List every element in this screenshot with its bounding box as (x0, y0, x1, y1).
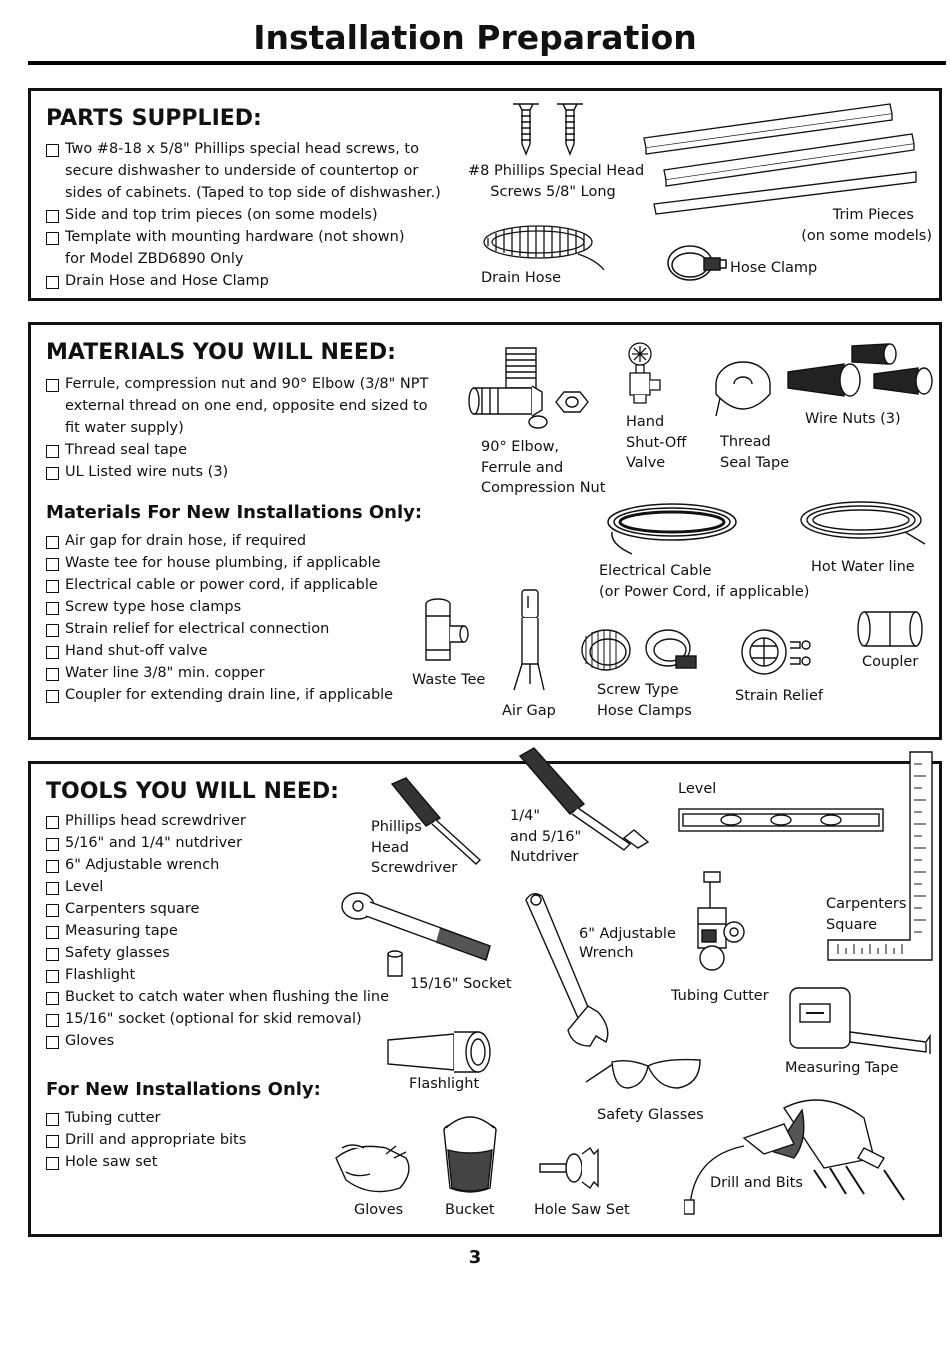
seal-tape-icon (712, 358, 774, 420)
drain-hose-icon (478, 218, 608, 274)
checkbox-icon (46, 210, 59, 223)
screws-icon (505, 100, 595, 160)
flashlight-caption: Flashlight (409, 1076, 480, 1092)
parts-heading: PARTS SUPPLIED: (46, 106, 262, 131)
list-item: Safety glasses (46, 942, 416, 964)
list-item: Side and top trim pieces (on some models) (46, 204, 456, 226)
checkbox-icon (46, 276, 59, 289)
list-item: Gloves (46, 1030, 416, 1052)
hot-water-line-icon (795, 496, 935, 556)
wire-nuts-caption: Wire Nuts (3) (805, 411, 901, 427)
list-item: Two #8-18 x 5/8" Phillips special head screws, to secure dishwasher to underside of countertop or sides of cabinets. (Taped to top side of dishwasher.) (46, 138, 456, 204)
checkbox-icon (46, 992, 59, 1005)
list-item: Water line 3/8" min. copper (46, 662, 426, 684)
page-title: Installation Preparation (253, 18, 697, 57)
tubing-cutter-icon (690, 868, 750, 978)
electrical-cable-icon (602, 498, 752, 560)
tools-new-list (46, 1107, 346, 1173)
list-item: Air gap for drain hose, if required (46, 530, 426, 552)
page-number: 3 (468, 1247, 482, 1268)
trim-pieces-icon (640, 100, 930, 220)
list-item: Carpenters square (46, 898, 416, 920)
hose-clamp-caption: Hose Clamp (730, 260, 818, 276)
checkbox-icon (46, 1157, 59, 1170)
checkbox-icon (46, 624, 59, 637)
wire-nuts-icon (784, 340, 934, 406)
gloves-icon (332, 1138, 416, 1198)
hot-water-line-caption: Hot Water line (811, 559, 915, 575)
checkbox-icon (46, 1036, 59, 1049)
strain-relief-icon (738, 622, 818, 686)
checkbox-icon (46, 580, 59, 593)
checkbox-icon (46, 816, 59, 829)
coupler-caption: Coupler (862, 654, 919, 670)
checkbox-icon (46, 838, 59, 851)
measuring-tape-caption: Measuring Tape (785, 1060, 899, 1076)
list-item: Phillips head screwdriver (46, 810, 416, 832)
air-gap-icon (508, 588, 548, 694)
materials-list (46, 373, 438, 483)
checkbox-icon (46, 926, 59, 939)
list-item: 15/16" socket (optional for skid removal) (46, 1008, 416, 1030)
title-rule (28, 61, 946, 65)
drill-caption: Drill and Bits (710, 1175, 803, 1191)
list-item: Drill and appropriate bits (46, 1129, 346, 1151)
checkbox-icon (46, 646, 59, 659)
parts-list (46, 138, 456, 292)
checkbox-icon (46, 882, 59, 895)
list-item: Drain Hose and Hose Clamp (46, 270, 456, 292)
list-item: Measuring tape (46, 920, 416, 942)
hose-clamp-icon (664, 238, 728, 288)
adjustable-wrench-icon (520, 888, 616, 1048)
checkbox-icon (46, 860, 59, 873)
list-item: Waste tee for house plumbing, if applicable (46, 552, 426, 574)
checkbox-icon (46, 904, 59, 917)
list-item: Flashlight (46, 964, 416, 986)
electrical-cable-caption: Electrical Cable (or Power Cord, if applicable) (599, 563, 810, 600)
elbow-fitting-icon (468, 342, 618, 432)
shut-off-valve-icon (620, 340, 664, 406)
list-item: Tubing cutter (46, 1107, 346, 1129)
socket-wrench-icon (340, 884, 512, 980)
checkbox-icon (46, 602, 59, 615)
flashlight-icon (384, 1030, 496, 1074)
checkbox-icon (46, 1113, 59, 1126)
checkbox-icon (46, 445, 59, 458)
checkbox-icon (46, 948, 59, 961)
list-item: 5/16" and 1/4" nutdriver (46, 832, 416, 854)
tubing-cutter-caption: Tubing Cutter (671, 988, 769, 1004)
list-item: Template with mounting hardware (not shown) for Model ZBD6890 Only (46, 226, 405, 270)
nutdriver-caption: 1/4" and 5/16" Nutdriver (510, 808, 582, 865)
tape-caption: Thread Seal Tape (720, 434, 790, 471)
checkbox-icon (46, 558, 59, 571)
list-item: Electrical cable or power cord, if applicable (46, 574, 426, 596)
screwdriver-caption: Phillips Head Screwdriver (371, 819, 458, 876)
list-item: UL Listed wire nuts (3) (46, 461, 438, 483)
trim-caption: Trim Pieces (on some models) (801, 207, 932, 244)
list-item: Hole saw set (46, 1151, 346, 1173)
list-item: Level (46, 876, 416, 898)
safety-glasses-caption: Safety Glasses (597, 1107, 704, 1123)
wrench-caption: 6" Adjustable Wrench (579, 926, 676, 961)
square-caption: Carpenters Square (826, 896, 907, 933)
materials-new-heading: Materials For New Installations Only: (46, 502, 423, 523)
screw-clamps-icon (578, 622, 704, 678)
checkbox-icon (46, 970, 59, 983)
list-item: Screw type hose clamps (46, 596, 426, 618)
bucket-caption: Bucket (445, 1202, 495, 1218)
level-caption: Level (678, 781, 717, 797)
checkbox-icon (46, 232, 59, 245)
checkbox-icon (46, 536, 59, 549)
checkbox-icon (46, 379, 59, 392)
socket-caption: 15/16" Socket (410, 976, 512, 992)
drain-hose-caption: Drain Hose (481, 270, 562, 286)
list-item: Bucket to catch water when flushing the line (46, 986, 416, 1008)
list-item: Coupler for extending drain line, if applicable (46, 684, 426, 706)
checkbox-icon (46, 467, 59, 480)
list-item: Hand shut-off valve (46, 640, 426, 662)
checkbox-icon (46, 690, 59, 703)
tools-heading: TOOLS YOU WILL NEED: (46, 779, 339, 804)
drill-icon (684, 1088, 914, 1218)
checkbox-icon (46, 668, 59, 681)
list-item: Thread seal tape (46, 439, 438, 461)
elbow-caption: 90° Elbow, Ferrule and Compression Nut (481, 439, 606, 496)
waste-tee-caption: Waste Tee (412, 672, 486, 688)
coupler-icon (856, 608, 924, 650)
waste-tee-icon (418, 596, 472, 668)
checkbox-icon (46, 1014, 59, 1027)
list-item: 6" Adjustable wrench (46, 854, 416, 876)
checkbox-icon (46, 1135, 59, 1148)
air-gap-caption: Air Gap (502, 703, 556, 719)
list-item: Strain relief for electrical connection (46, 618, 426, 640)
list-item: Ferrule, compression nut and 90° Elbow (3/8" NPT external thread on one end, opposite end sized to fit water supply) (46, 373, 438, 439)
materials-new-list (46, 530, 426, 706)
screws-caption: #8 Phillips Special Head Screws 5/8" Long (468, 163, 645, 200)
measuring-tape-icon (786, 984, 932, 1060)
hole-saw-caption: Hole Saw Set (534, 1202, 630, 1218)
gloves-caption: Gloves (354, 1202, 404, 1218)
hole-saw-icon (538, 1144, 602, 1192)
valve-caption: Hand Shut-Off Valve (626, 414, 687, 471)
tools-new-heading: For New Installations Only: (46, 1079, 321, 1100)
materials-heading: MATERIALS YOU WILL NEED: (46, 340, 396, 365)
screw-clamps-caption: Screw Type Hose Clamps (597, 682, 692, 719)
bucket-icon (438, 1114, 502, 1196)
strain-relief-caption: Strain Relief (735, 688, 823, 704)
checkbox-icon (46, 144, 59, 157)
